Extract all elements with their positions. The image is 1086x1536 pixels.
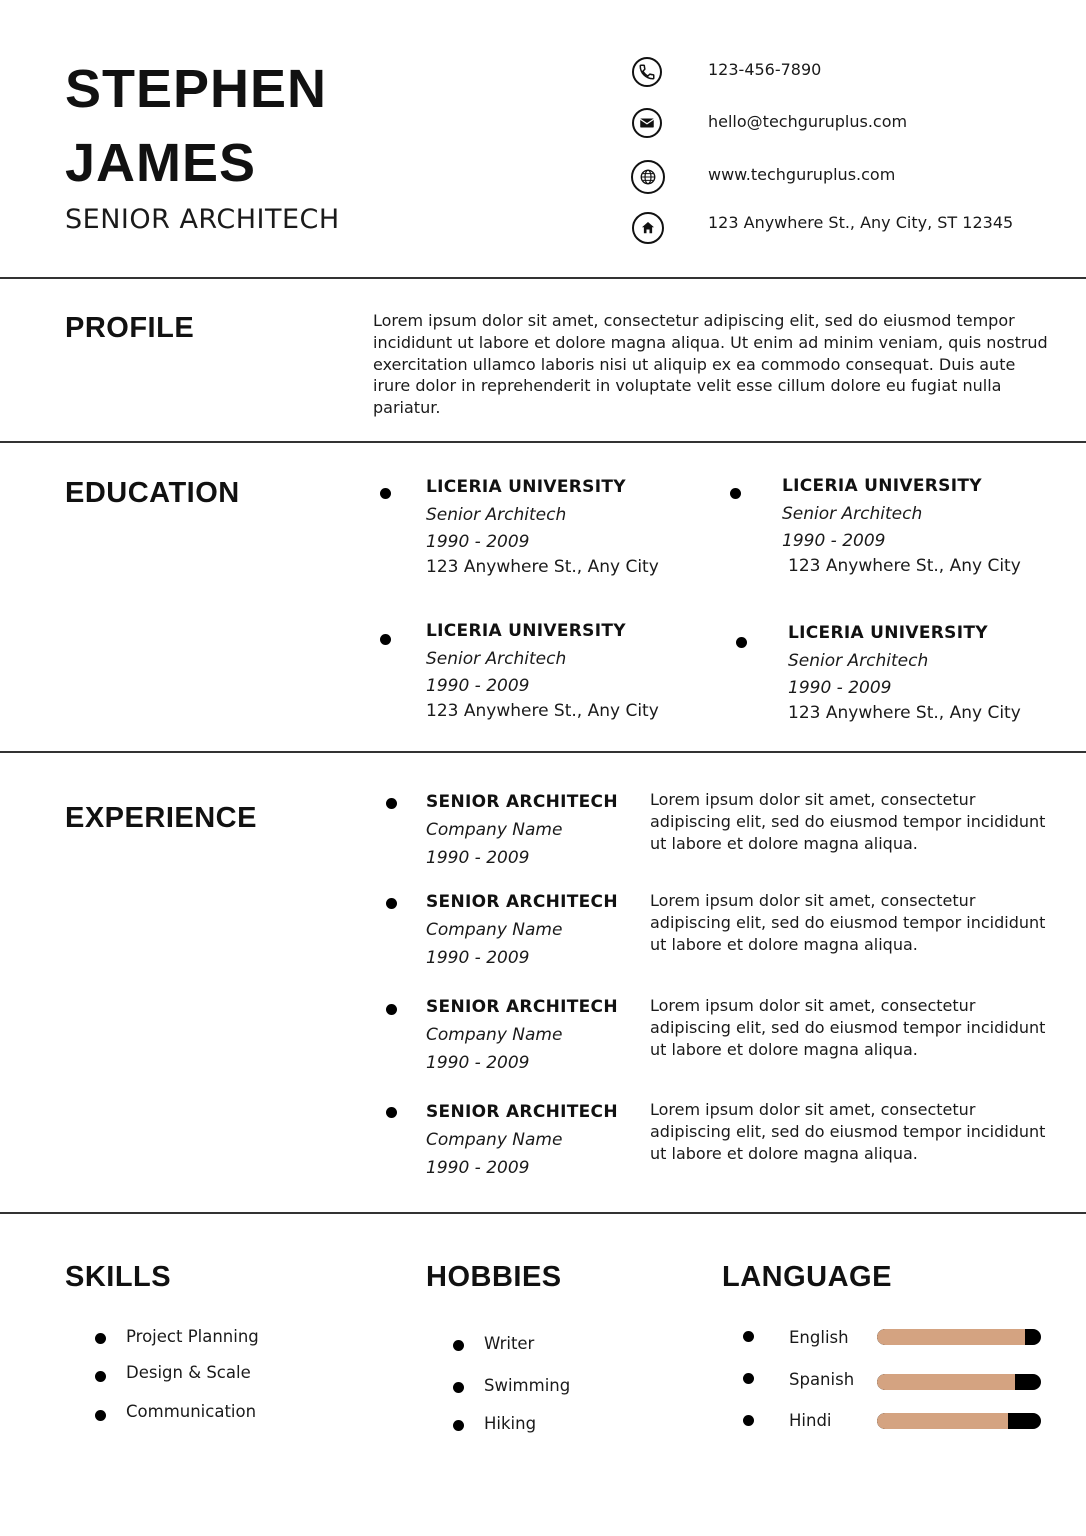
experience-heading: EXPERIENCE	[65, 802, 257, 834]
language-name: Hindi	[789, 1411, 832, 1430]
skill-item: Project Planning	[126, 1327, 259, 1346]
years: 1990 - 2009	[788, 678, 892, 698]
experience-description: Lorem ipsum dolor sit amet, consectetur adipiscing elit, sed do eiusmod tempor incididunt ut labore et dolore magna aliqua.	[650, 996, 1046, 1059]
bullet	[386, 898, 397, 909]
globe-icon	[631, 160, 665, 194]
mail-icon	[632, 108, 662, 138]
bullet	[743, 1373, 754, 1384]
experience-title: SENIOR ARCHITECH	[426, 997, 618, 1017]
school-name: LICERIA UNIVERSITY	[426, 477, 626, 497]
bullet	[380, 488, 391, 499]
language-heading: LANGUAGE	[722, 1261, 892, 1293]
language-proficiency-bar	[877, 1329, 1041, 1345]
divider	[0, 277, 1086, 279]
hobbies-heading: HOBBIES	[426, 1261, 562, 1293]
bullet	[453, 1420, 464, 1431]
school-address: 123 Anywhere St., Any City	[426, 701, 659, 721]
language-name: Spanish	[789, 1370, 855, 1389]
language-name: English	[789, 1328, 849, 1347]
education-item	[782, 476, 1021, 576]
school-address: 123 Anywhere St., Any City	[788, 556, 1021, 576]
degree: Senior Architech	[782, 503, 923, 524]
company-name: Company Name	[426, 1130, 563, 1150]
bullet	[380, 634, 391, 645]
phone-number[interactable]: 123-456-7890	[708, 60, 822, 79]
skill-item: Communication	[126, 1402, 257, 1421]
experience-title: SENIOR ARCHITECH	[426, 892, 618, 912]
skill-item: Design & Scale	[126, 1363, 251, 1382]
hobby-item: Swimming	[484, 1376, 571, 1395]
hobby-item: Writer	[484, 1334, 535, 1353]
bullet	[95, 1410, 106, 1421]
education-item	[788, 623, 1021, 723]
years: 1990 - 2009	[426, 1053, 530, 1073]
bullet	[386, 1107, 397, 1118]
company-name: Company Name	[426, 1025, 563, 1045]
bullet	[453, 1340, 464, 1351]
divider	[0, 441, 1086, 443]
job-title: SENIOR ARCHITECH	[65, 204, 340, 235]
bullet	[95, 1371, 106, 1382]
education-item	[426, 477, 659, 577]
divider	[0, 751, 1086, 753]
experience-description: Lorem ipsum dolor sit amet, consectetur adipiscing elit, sed do eiusmod tempor incididunt ut labore et dolore magna aliqua.	[650, 891, 1046, 954]
bullet	[453, 1382, 464, 1393]
education-heading: EDUCATION	[65, 477, 240, 509]
language-proficiency-fill	[877, 1374, 1015, 1390]
phone-icon	[632, 57, 662, 87]
years: 1990 - 2009	[782, 531, 886, 551]
bullet	[386, 1004, 397, 1015]
experience-title: SENIOR ARCHITECH	[426, 792, 618, 812]
bullet	[386, 798, 397, 809]
website-url[interactable]: www.techguruplus.com	[708, 165, 896, 184]
home-icon	[632, 212, 664, 244]
degree: Senior Architech	[426, 648, 567, 669]
school-address: 123 Anywhere St., Any City	[788, 703, 1021, 723]
years: 1990 - 2009	[426, 948, 530, 968]
bullet	[730, 488, 741, 499]
language-proficiency-bar	[877, 1413, 1041, 1429]
profile-heading: PROFILE	[65, 312, 195, 344]
bullet	[736, 637, 747, 648]
years: 1990 - 2009	[426, 848, 530, 868]
language-proficiency-bar	[877, 1374, 1041, 1390]
degree: Senior Architech	[426, 504, 567, 525]
profile-text: Lorem ipsum dolor sit amet, consectetur adipiscing elit, sed do eiusmod tempor incididunt ut labore et dolore magna aliqua. Ut enim ad minim veniam, quis nostrud exercitation ullamco laboris nisi ut aliquip ex ea commodo consequat. Duis aute irure dolor in reprehenderit in voluptate velit esse cillum dolore eu fugiat nulla pariatur.	[373, 311, 1048, 418]
school-name: LICERIA UNIVERSITY	[788, 623, 988, 643]
language-proficiency-fill	[877, 1413, 1008, 1429]
education-item	[426, 621, 659, 721]
first-name: STEPHEN	[65, 59, 328, 119]
experience-item	[426, 997, 618, 1073]
bullet	[743, 1415, 754, 1426]
last-name: JAMES	[65, 133, 257, 193]
years: 1990 - 2009	[426, 676, 530, 696]
street-address: 123 Anywhere St., Any City, ST 12345	[708, 213, 1014, 232]
divider	[0, 1212, 1086, 1214]
email-address[interactable]: hello@techguruplus.com	[708, 112, 908, 131]
school-name: LICERIA UNIVERSITY	[426, 621, 626, 641]
experience-description: Lorem ipsum dolor sit amet, consectetur adipiscing elit, sed do eiusmod tempor incididunt ut labore et dolore magna aliqua.	[650, 790, 1046, 853]
experience-item	[426, 792, 618, 868]
company-name: Company Name	[426, 820, 563, 840]
experience-item	[426, 892, 618, 968]
experience-title: SENIOR ARCHITECH	[426, 1102, 618, 1122]
years: 1990 - 2009	[426, 1158, 530, 1178]
language-proficiency-fill	[877, 1329, 1025, 1345]
hobby-item: Hiking	[484, 1414, 537, 1433]
experience-item	[426, 1102, 618, 1178]
company-name: Company Name	[426, 920, 563, 940]
bullet	[95, 1333, 106, 1344]
school-name: LICERIA UNIVERSITY	[782, 476, 982, 496]
school-address: 123 Anywhere St., Any City	[426, 557, 659, 577]
skills-heading: SKILLS	[65, 1261, 172, 1293]
experience-description: Lorem ipsum dolor sit amet, consectetur adipiscing elit, sed do eiusmod tempor incididunt ut labore et dolore magna aliqua.	[650, 1100, 1046, 1163]
degree: Senior Architech	[788, 650, 929, 671]
bullet	[743, 1331, 754, 1342]
years: 1990 - 2009	[426, 532, 530, 552]
